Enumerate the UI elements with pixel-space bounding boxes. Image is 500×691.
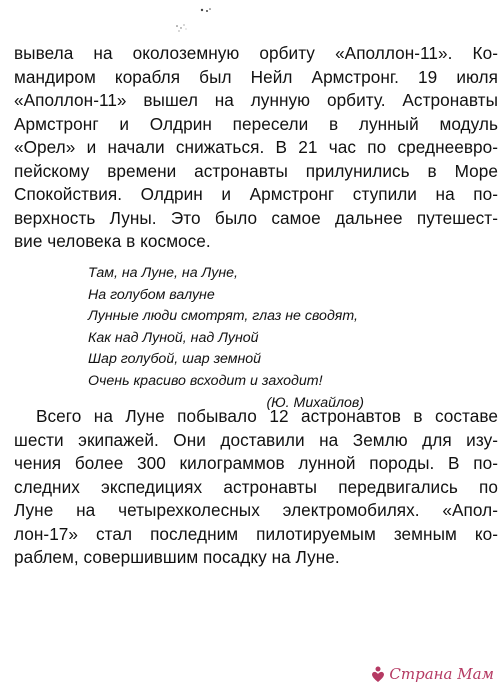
text-line: Спокойствия. Олдрин и Армстронг ступили на по- xyxy=(14,184,498,204)
poem-block xyxy=(88,263,388,414)
text-line: Армстронг и Олдрин пересели в лунный модуль xyxy=(14,113,498,134)
text-line: Всего на Луне побывало 12 астронавтов в составе xyxy=(36,406,498,426)
text-line: мандиром корабля был Нейл Армстронг. 19 июля xyxy=(14,66,498,87)
poem-line: Там, на Луне, на Луне, xyxy=(88,265,238,281)
text-line: вывела на околоземную орбиту «Аполлон-11». Ко- xyxy=(14,43,498,63)
text-line: раблем, совершившим посадку на Луне. xyxy=(14,547,340,567)
text-line: пейскому времени астронавты прилунились в Море xyxy=(14,160,498,181)
text-line: верхность Луны. Это было самое дальнее путешест- xyxy=(14,207,498,228)
text-line: «Аполлон-11» вышел на лунную орбиту. Астронавты xyxy=(14,90,498,110)
text-line: вие человека в космосе. xyxy=(14,231,211,251)
scan-noise-specks xyxy=(150,4,230,34)
paragraph-moon-expeditions xyxy=(14,405,498,570)
site-watermark xyxy=(371,665,494,683)
poem-line: На голубом валуне xyxy=(88,286,215,303)
text-line: следних экспедициях астронавты передвигались по xyxy=(14,476,498,497)
poem-line: Очень красиво всходит и заходит! xyxy=(88,372,323,389)
text-line: чения более 300 килограммов лунной породы. В по- xyxy=(14,453,498,473)
watermark-text: Страна Мам xyxy=(389,665,494,683)
paragraph-apollo-landing xyxy=(14,42,498,254)
poem-line: Шар голубой, шар земной xyxy=(88,351,262,368)
text-line: лон-17» стал последним пилотируемым земным ко- xyxy=(14,523,498,544)
poem-line: Лунные люди смотрят, глаз не сводят, xyxy=(88,308,358,325)
poem-line: Как над Луной, над Луной xyxy=(88,329,259,346)
text-line: «Орел» и начали снижаться. В 21 час по среднеевро- xyxy=(14,137,498,157)
poem-author: (Ю. Михайлов) xyxy=(266,394,364,411)
text-line: шести экипажей. Они доставили на Землю для изу- xyxy=(14,429,498,450)
text-line: Луне на четырехколесных электромобилях. «Апол- xyxy=(14,500,498,520)
heart-figure-icon xyxy=(371,666,385,682)
